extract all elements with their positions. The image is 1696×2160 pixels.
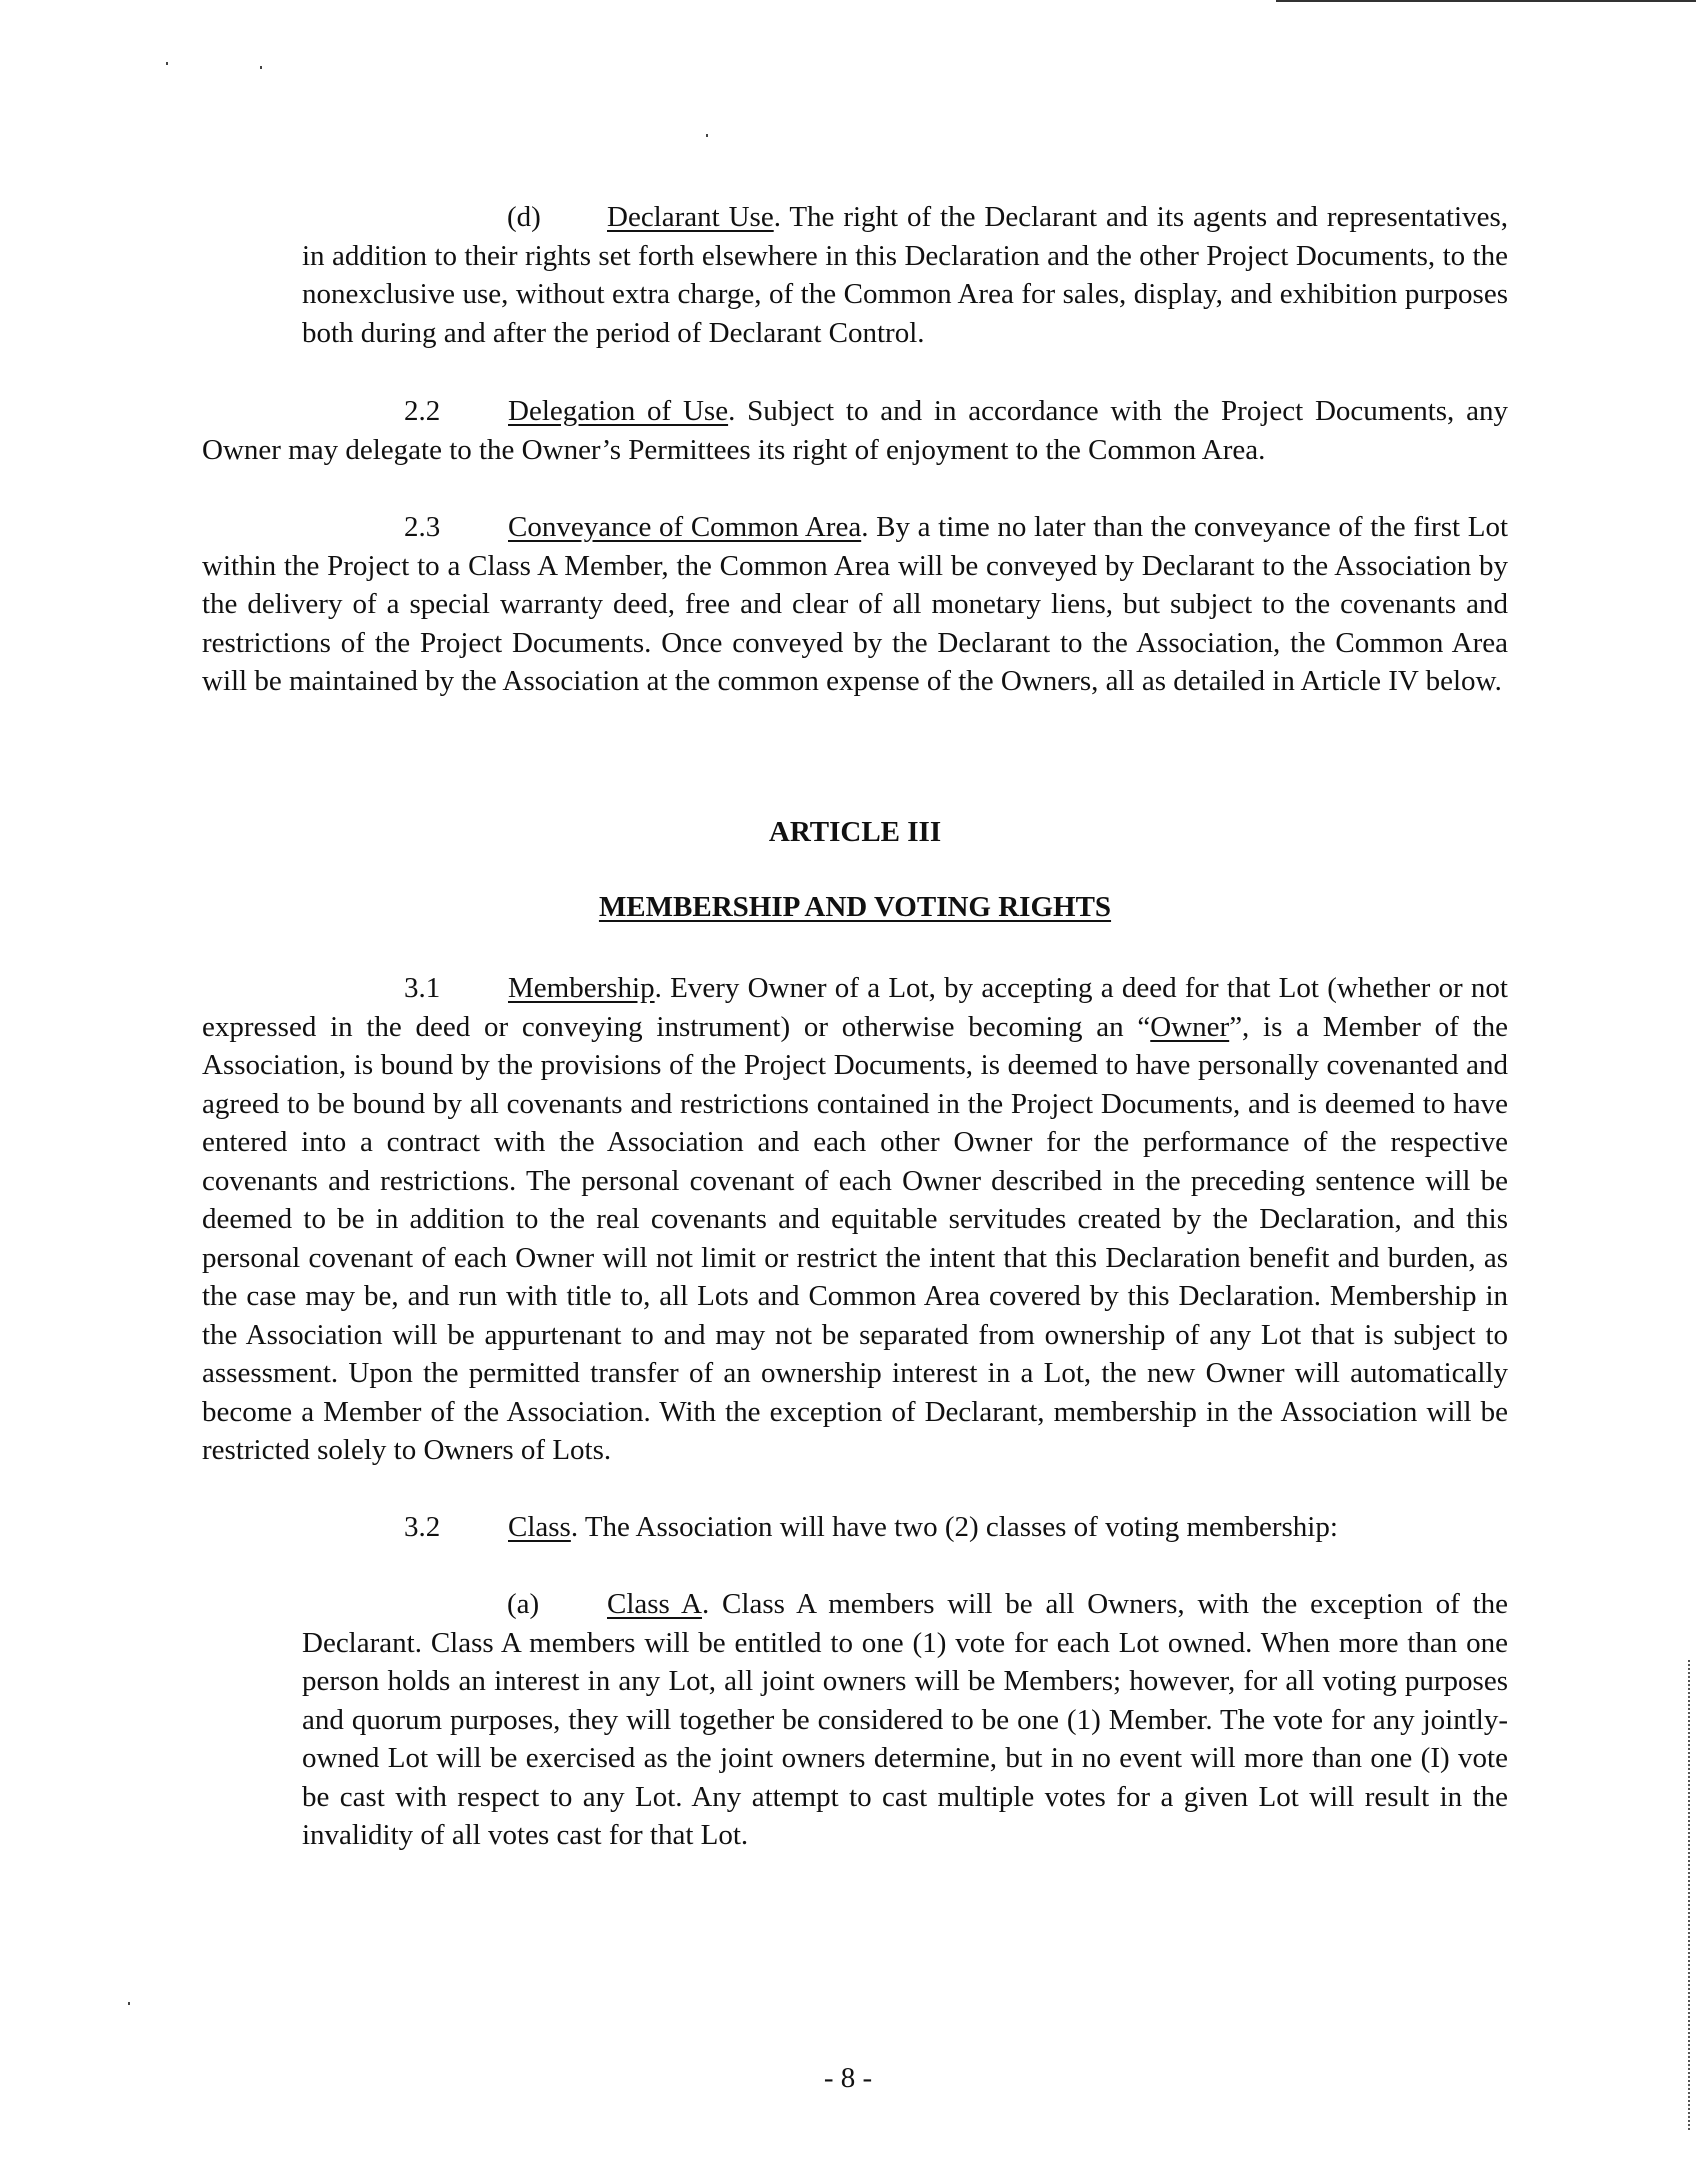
paragraph-2-2-delegation-of-use [202,392,1508,469]
scan-speck [706,134,708,137]
section-label: 2.2 [404,395,441,427]
section-label: 3.2 [404,1511,441,1543]
section-title: Class A [607,1588,702,1620]
page-number: - 8 - [823,2062,873,2094]
section-label: 3.1 [404,972,441,1004]
paragraph-d-declarant-use [302,198,1508,352]
scan-speck [260,66,262,69]
section-body: . Class A members will be all Owners, with the exception of the Declarant. Class A members will be entitled to one (1) vote for each Lot owned. When more than one person holds an interest in any Lot, all joint owners will be Members; however, for all voting purposes and quorum purposes, they will together be considered to be one (1) Member. The vote for any jointly-owned Lot will be exercised as the joint owners determine, but in no event will more than one (I) vote be cast with respect to any Lot. Any attempt to cast multiple votes for a given Lot will result in the invalidity of all votes cast for that Lot. [302,1588,1509,1851]
section-label: 2.3 [404,511,441,543]
paragraph-a-class-a [302,1585,1508,1855]
section-title: Delegation of Use [508,395,729,427]
scan-artifact-right-dots [1688,1660,1690,2130]
scan-artifact-top-line [1276,0,1696,2]
section-body: . Every Owner of a Lot, by accepting a deed for that Lot (whether or not expressed in the deed or conveying instrument) or otherwise becoming an “ [202,972,1508,1043]
article-heading: ARTICLE III [768,816,942,848]
paragraph-2-3-conveyance [202,508,1508,701]
section-body: ”, is a Member of the Association, is bound by the provisions of the Project Documents, is deemed to have personally covenanted and agreed to be bound by all covenants and restrictions contained in the Project Documents, and is deemed to have entered into a contract with the Association and each other Owner for the performance of the respective covenants and restrictions. The personal covenant of each Owner described in the preceding sentence will be deemed to be in addition to the real covenants and equitable servitudes created by the Declaration, and this personal covenant of each Owner will not limit or restrict the intent that this Declaration benefit and burden, as the case may be, and run with title to, all Lots and Common Area covered by this Declaration. Membership in the Association will be appurtenant to and may not be separated from ownership of any Lot that is subject to assessment. Upon the permitted transfer of an ownership interest in a Lot, the new Owner will automatically become a Member of the Association. With the exception of Declarant, membership in the Association will be restricted solely to Owners of Lots. [202,1010,1508,1466]
section-label: (a) [507,1588,540,1620]
scan-speck [128,2002,130,2005]
section-body: . The Association will have two (2) classes of voting membership: [570,1511,1338,1543]
section-body: . The right of the Declarant and its agents and representatives, in addition to their rights set forth elsewhere in this Declaration and the other Project Documents, to the nonexclusive use, without extra charge, of the Common Area for sales, display, and exhibition purposes both during and after the period of Declarant Control. [302,201,1508,349]
scan-speck [166,62,168,65]
section-label: (d) [507,201,541,233]
article-subheading: MEMBERSHIP AND VOTING RIGHTS [598,891,1112,923]
section-title: Membership [508,972,655,1004]
section-body: . By a time no later than the conveyance of the first Lot within the Project to a Class A Member, the Common Area will be conveyed by Declarant to the Association by the delivery of a special warranty deed, free and clear of all monetary liens, but subject to the covenants and restrictions of the Project Documents. Once conveyed by the Declarant to the Association, the Common Area will be maintained by the Association at the common expense of the Owners, all as detailed in Article IV below. [202,511,1508,697]
section-title: Class [508,1511,571,1543]
section-body: . Subject to and in accordance with the Project Documents, any Owner may delegate to the Owner’s Permittees its right of enjoyment to the Common Area. [202,395,1508,466]
section-title: Conveyance of Common Area [508,511,862,543]
owner-defined-term: Owner [1150,1010,1230,1043]
paragraph-3-2-class [202,1508,1508,1547]
paragraph-3-1-membership [202,969,1508,1470]
section-title: Declarant Use [607,201,774,233]
